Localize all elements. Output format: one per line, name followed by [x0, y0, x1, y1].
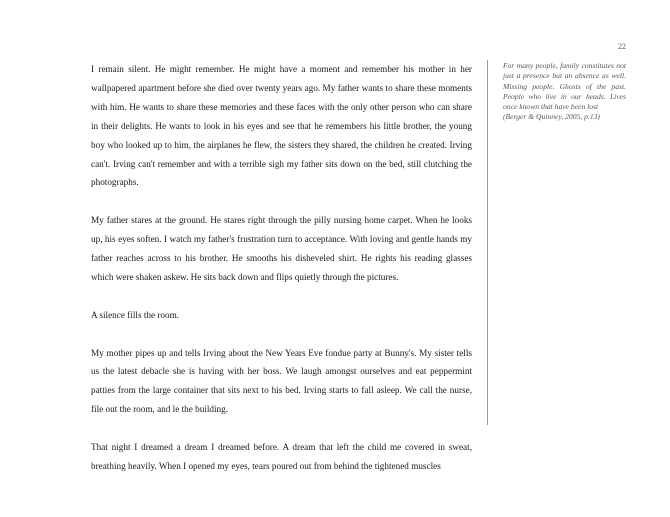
paragraph-3: A silence fills the room. [91, 309, 180, 320]
main-text-column [91, 60, 472, 495]
paragraph-1: I remain silent. He might remember. He might have a moment and remember his mother in her wallpapered apartment before she died over twenty years ago. My father wants to share these moments with him. He wants to share these memories and these faces with the only other person who can share in their delights. He wants to look in his eyes and see that he remembers his little brother, the young boy who looked up to him, the airplanes he flew, the sisters they shared, the children he created. Irving can't. Irving can't remember and with a terrible sigh my father sits down on the bed, still clutching the photographs. [91, 64, 472, 188]
sidebar-quote-text: For many people, family constitutes not just a presence but an absence as well. Missing people. Ghosts of the past. People who live in our heads. Lives once known that have been lost [503, 61, 626, 112]
paragraph-4: My mother pipes up and tells Irving about the New Years Eve fondue party at Bunny's. My sister tells us the latest debacle she is having with her boss. We laugh amongst ourselves and eat peppermint patties from the large container that sits next to his bed. Irving starts to fall asleep. We call the nurse, file out the room, and le the building. [91, 347, 472, 415]
paragraph-5: That night I dreamed a dream I dreamed before. A dream that left the child me covered in sweat, breathing heavily. When I opened my eyes, tears poured out from behind the tightened muscles [91, 442, 472, 471]
column-divider [487, 60, 488, 425]
sidebar-quote [503, 61, 626, 123]
sidebar-citation: (Berger & Quinney, 2005, p.13) [503, 112, 600, 122]
page-number: 22 [618, 42, 626, 51]
paragraph-2: My father stares at the ground. He stares right through the pilly nursing home carpet. When he looks up, his eyes soften. I watch my father's frustration turn to acceptance. With loving and gentle hands my father reaches across to his brother. He smooths his disheveled shirt. He rights his reading glasses which were shaken askew. He sits back down and flips quietly through the pictures. [91, 215, 472, 282]
